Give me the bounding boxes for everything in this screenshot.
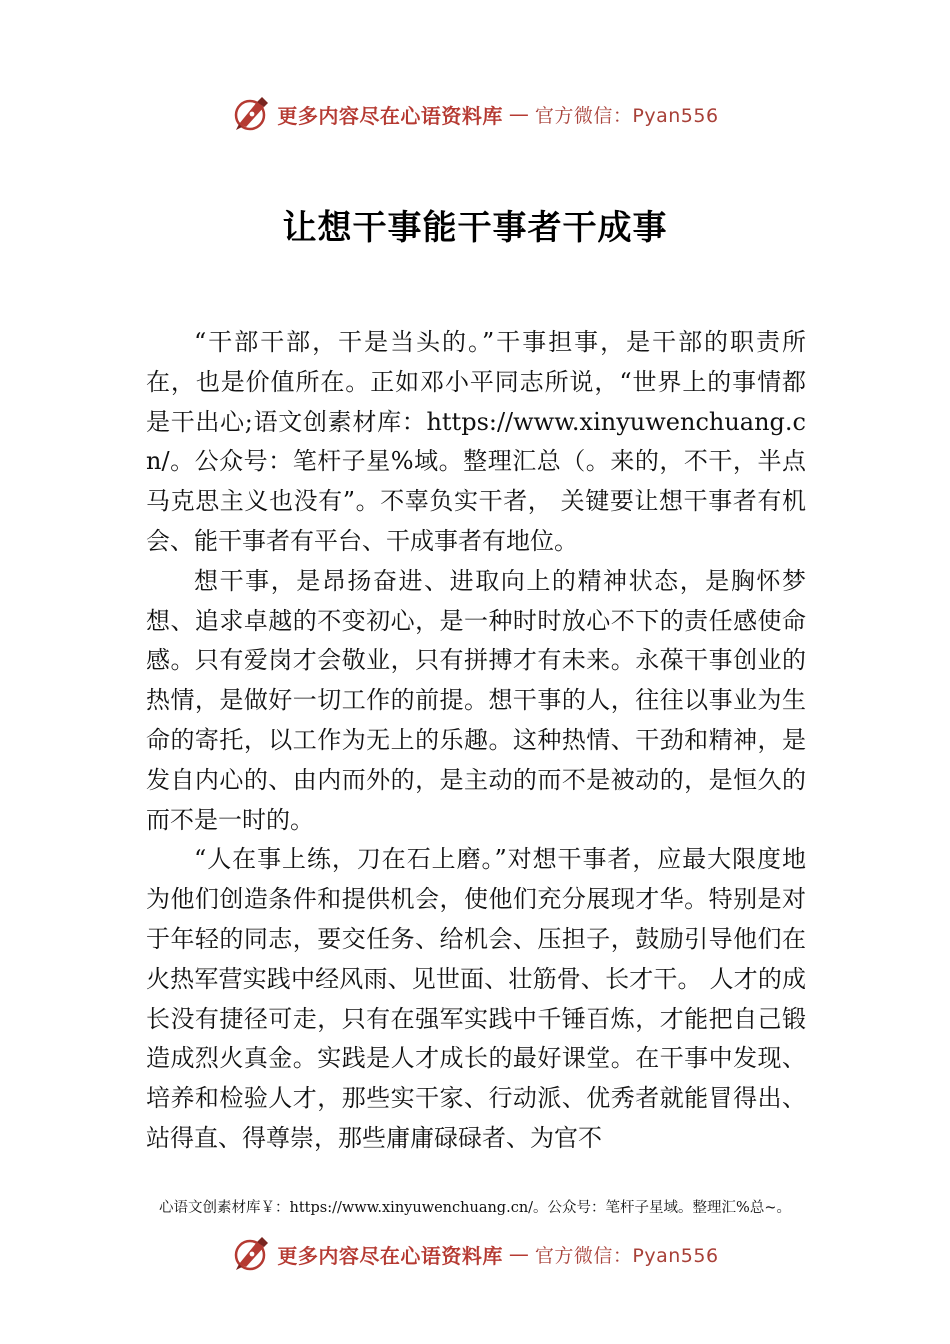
- footer-note: 心语文创素材库￥：https://www.xinyuwenchuang.cn/。公众号：笔杆子星域。整理汇%总~。: [159, 1200, 791, 1216]
- banner-contact-text: 官方微信：Pyan556: [534, 104, 719, 127]
- banner-dash: —: [508, 1242, 529, 1266]
- paragraph-1: “干部干部，干是当头的。”干事担事，是干部的职责所在，也是价值所在。正如邓小平同志所说，“世界上的事情都是干出心;语文创素材库：https://www.xinyuwenchuang.cn/。公众号：笔杆子星%域。整理汇总（。来的，不干，半点马克思主义也没有”。不辜负实干者， 关键要让想干事者有机会、能干事者有平台、干成事者有地位。: [146, 328, 806, 555]
- banner-contact-text: 官方微信：Pyan556: [534, 1244, 719, 1267]
- pen-nib-icon: [231, 94, 271, 134]
- banner-main-text: 更多内容尽在心语资料库: [277, 103, 503, 128]
- paragraph-3: “人在事上练，刀在石上磨。”对想干事者，应最大限度地为他们创造条件和提供机会，使他们充分展现才华。特别是对于年轻的同志，要交任务、给机会、压担子，鼓励引导他们在火热军营实践中经风雨、见世面、壮筋骨、长才干。 人才的成长没有捷径可走，只有在强军实践中千锤百炼，才能把自己锻造成烈火真金。实践是人才成长的最好课堂。在干事中发现、培养和检验人才，那些实干家、行动派、优秀者就能冒得出、站得直、得尊崇，那些庸庸碌碌者、为官不: [146, 845, 806, 1152]
- banner-dash: —: [508, 102, 529, 126]
- article-body: [146, 323, 806, 1159]
- paragraph-2: 想干事，是昂扬奋进、进取向上的精神状态，是胸怀梦想、追求卓越的不变初心，是一种时时放心不下的责任感使命感。只有爱岗才会敬业，只有拼搏才有未来。永葆干事创业的热情，是做好一切工作的前提。想干事的人，往往以事业为生命的寄托，以工作为无上的乐趣。这种热情、干劲和精神，是发自内心的、由内而外的，是主动的而不是被动的，是恒久的而不是一时的。: [146, 566, 806, 834]
- page-title: 让想干事能干事者干成事: [282, 208, 668, 248]
- header-banner: [0, 92, 950, 136]
- footer-banner: [0, 1232, 950, 1276]
- banner-main-text: 更多内容尽在心语资料库: [277, 1243, 503, 1268]
- pen-nib-icon: [231, 1234, 271, 1274]
